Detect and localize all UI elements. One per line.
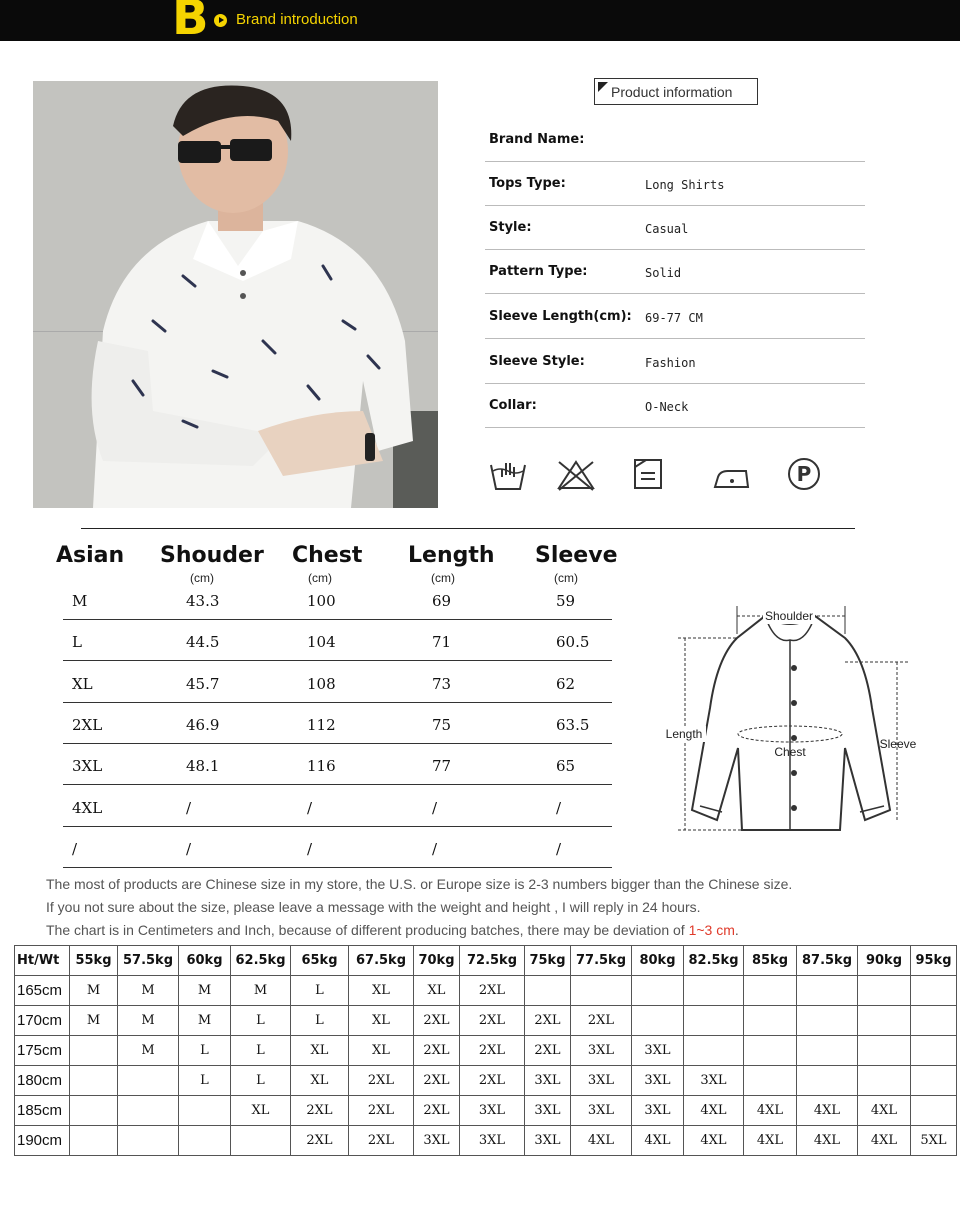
size-cell: 4XL: [797, 1126, 858, 1156]
size-cell: M: [118, 1006, 179, 1036]
size-cell: M: [179, 976, 231, 1006]
size-cell: M: [70, 976, 118, 1006]
size-cell: [858, 1006, 911, 1036]
size-value: 60.5: [556, 633, 590, 652]
size-cell: 2XL: [414, 1066, 460, 1096]
unit-label: (cm): [431, 571, 455, 585]
size-cell: 5XL: [911, 1126, 957, 1156]
info-key: Brand Name:: [489, 132, 585, 147]
size-cell: M: [231, 976, 291, 1006]
size-cell: L: [179, 1036, 231, 1066]
col-header-shoulder: Shouder: [160, 543, 264, 568]
col-header-chest: Chest: [292, 543, 363, 568]
size-cell: 4XL: [858, 1096, 911, 1126]
weight-header: 72.5kg: [460, 946, 525, 976]
product-photo: [33, 81, 438, 508]
size-cell: 4XL: [797, 1096, 858, 1126]
size-value: 73: [432, 674, 452, 693]
size-value: /: [556, 798, 562, 817]
info-value: 69-77 CM: [645, 311, 703, 325]
size-cell: M: [118, 976, 179, 1006]
size-value: 108: [307, 674, 336, 693]
unit-label: (cm): [190, 571, 214, 585]
size-row-divider: [63, 660, 612, 661]
size-cell: XL: [291, 1066, 349, 1096]
hand-wash-icon: [488, 457, 528, 493]
tumble-dry-icon: [630, 457, 670, 493]
shirt-measurement-diagram: [660, 598, 920, 848]
size-value: 63.5: [556, 715, 590, 734]
size-cell: [858, 976, 911, 1006]
size-value: 62: [556, 674, 576, 693]
size-row-divider: [63, 826, 612, 827]
info-value: O-Neck: [645, 400, 689, 414]
size-cell: 4XL: [684, 1096, 744, 1126]
weight-header: 57.5kg: [118, 946, 179, 976]
info-key: Tops Type:: [489, 176, 566, 191]
brand-title: Brand introduction: [236, 11, 358, 28]
note-line-1: The most of products are Chinese size in my store, the U.S. or Europe size is 2-3 numbers bigger than the Chinese size.: [46, 876, 793, 892]
info-key: Collar:: [489, 398, 537, 413]
size-cell: [744, 1066, 797, 1096]
size-cell: 3XL: [632, 1096, 684, 1126]
brand-letter: B: [172, 0, 209, 46]
svg-text:P: P: [796, 462, 812, 486]
height-label: 185cm: [15, 1096, 70, 1126]
size-cell: 3XL: [460, 1096, 525, 1126]
weight-header: 60kg: [179, 946, 231, 976]
diagram-label-chest: Chest: [774, 745, 806, 759]
weight-header: 87.5kg: [797, 946, 858, 976]
size-value: /: [186, 798, 192, 817]
section-divider: [81, 528, 855, 529]
play-icon: [214, 14, 227, 27]
table-row: [15, 1066, 957, 1096]
col-header-sleeve: Sleeve: [535, 543, 618, 568]
weight-header: 67.5kg: [349, 946, 414, 976]
size-cell: [571, 976, 632, 1006]
size-row-divider: [63, 702, 612, 703]
size-label: 4XL: [72, 798, 103, 817]
size-cell: 2XL: [349, 1126, 414, 1156]
height-label: 180cm: [15, 1066, 70, 1096]
size-cell: [179, 1096, 231, 1126]
size-value: /: [556, 839, 562, 858]
size-value: 43.3: [186, 592, 220, 610]
note-line-3: [46, 922, 739, 938]
note-line-3-text: The chart is in Centimeters and Inch, because of different producing batches, there may be deviation of: [46, 922, 689, 938]
size-value: /: [307, 798, 313, 817]
size-cell: M: [118, 1036, 179, 1066]
size-value: /: [186, 839, 192, 858]
size-cell: XL: [349, 976, 414, 1006]
size-value: /: [432, 798, 438, 817]
weight-header: 77.5kg: [571, 946, 632, 976]
height-label: 190cm: [15, 1126, 70, 1156]
size-cell: 3XL: [414, 1126, 460, 1156]
col-header-length: Length: [408, 543, 495, 568]
size-cell: 2XL: [571, 1006, 632, 1036]
size-cell: 2XL: [349, 1066, 414, 1096]
diagram-label-sleeve: Sleeve: [879, 737, 917, 751]
size-cell: 3XL: [632, 1066, 684, 1096]
unit-label: (cm): [308, 571, 332, 585]
table-row: [15, 1006, 957, 1036]
size-cell: [797, 1006, 858, 1036]
size-label: 2XL: [72, 715, 103, 734]
size-cell: L: [179, 1066, 231, 1096]
size-value: 71: [432, 633, 452, 652]
info-row-brand: [485, 118, 865, 162]
weight-header: 62.5kg: [231, 946, 291, 976]
do-not-bleach-icon: [556, 457, 596, 493]
brand-header: [0, 0, 960, 46]
size-value: /: [432, 839, 438, 858]
info-row-style: [485, 206, 865, 250]
size-cell: [858, 1066, 911, 1096]
size-cell: 2XL: [291, 1126, 349, 1156]
size-value: 44.5: [186, 633, 220, 652]
size-cell: 2XL: [291, 1096, 349, 1126]
size-cell: 3XL: [571, 1096, 632, 1126]
size-cell: 3XL: [525, 1066, 571, 1096]
size-cell: L: [231, 1066, 291, 1096]
size-cell: 2XL: [460, 1006, 525, 1036]
size-cell: [744, 976, 797, 1006]
weight-header: 70kg: [414, 946, 460, 976]
table-row: [15, 1126, 957, 1156]
size-cell: 2XL: [414, 1036, 460, 1066]
size-cell: XL: [231, 1096, 291, 1126]
info-value: Solid: [645, 266, 682, 280]
size-value: 45.7: [186, 674, 220, 693]
size-cell: M: [70, 1006, 118, 1036]
size-cell: 2XL: [414, 1006, 460, 1036]
size-cell: 4XL: [858, 1126, 911, 1156]
weight-header: 75kg: [525, 946, 571, 976]
height-label: 170cm: [15, 1006, 70, 1036]
size-cell: XL: [349, 1006, 414, 1036]
size-cell: 4XL: [744, 1126, 797, 1156]
size-cell: 4XL: [744, 1096, 797, 1126]
size-cell: [911, 976, 957, 1006]
size-cell: 3XL: [632, 1036, 684, 1066]
size-cell: [525, 976, 571, 1006]
info-value: Fashion: [645, 356, 696, 370]
diagram-label-length: Length: [665, 727, 703, 741]
info-value: Long Shirts: [645, 178, 725, 192]
size-cell: [797, 976, 858, 1006]
size-value: 48.1: [186, 757, 220, 776]
size-label: M: [72, 592, 88, 610]
size-value: 112: [307, 715, 336, 734]
info-row-sleeve-length: [485, 295, 865, 339]
info-row-pattern-type: [485, 250, 865, 294]
size-cell: [70, 1036, 118, 1066]
table-header-row: [15, 946, 957, 976]
height-label: 175cm: [15, 1036, 70, 1066]
info-key: Style:: [489, 220, 532, 235]
height-label: 165cm: [15, 976, 70, 1006]
size-cell: [632, 1006, 684, 1036]
size-cell: [231, 1126, 291, 1156]
size-cell: 3XL: [525, 1096, 571, 1126]
weight-header: 80kg: [632, 946, 684, 976]
size-cell: 3XL: [571, 1066, 632, 1096]
size-value: 116: [307, 757, 336, 776]
size-cell: L: [291, 976, 349, 1006]
size-cell: [911, 1096, 957, 1126]
size-value: 75: [432, 715, 452, 734]
model-illustration: [33, 81, 438, 508]
weight-header: 90kg: [858, 946, 911, 976]
col-header-asian: Asian: [56, 543, 125, 568]
info-row-sleeve-style: [485, 340, 865, 384]
unit-label: (cm): [554, 571, 578, 585]
size-row-divider: [63, 784, 612, 785]
size-cell: [70, 1096, 118, 1126]
size-cell: [797, 1066, 858, 1096]
size-value: 46.9: [186, 715, 220, 734]
size-label: L: [72, 633, 82, 652]
size-cell: 3XL: [684, 1066, 744, 1096]
size-cell: 4XL: [632, 1126, 684, 1156]
size-cell: 2XL: [460, 976, 525, 1006]
height-weight-table: [14, 945, 957, 1156]
size-cell: [118, 1126, 179, 1156]
info-key: Sleeve Style:: [489, 354, 585, 369]
note-line-3-end: .: [734, 922, 739, 938]
size-cell: 2XL: [460, 1066, 525, 1096]
weight-header: 95kg: [911, 946, 957, 976]
size-cell: [118, 1066, 179, 1096]
size-cell: 4XL: [571, 1126, 632, 1156]
size-cell: M: [179, 1006, 231, 1036]
info-row-collar: [485, 384, 865, 428]
size-cell: [911, 1066, 957, 1096]
size-value: 104: [307, 633, 336, 652]
size-cell: [684, 1006, 744, 1036]
size-value: /: [307, 839, 313, 858]
size-cell: 2XL: [414, 1096, 460, 1126]
info-key: Pattern Type:: [489, 264, 588, 279]
size-cell: [797, 1036, 858, 1066]
table-row: [15, 1036, 957, 1066]
weight-header: 85kg: [744, 946, 797, 976]
size-cell: [684, 976, 744, 1006]
size-cell: [744, 1036, 797, 1066]
size-cell: [70, 1066, 118, 1096]
info-value: Casual: [645, 222, 689, 236]
size-cell: [179, 1126, 231, 1156]
size-cell: 2XL: [525, 1036, 571, 1066]
size-cell: [118, 1096, 179, 1126]
size-label: XL: [72, 674, 93, 693]
size-row-divider: [63, 619, 612, 620]
table-corner-label: Ht/Wt: [15, 946, 70, 976]
size-value: 100: [307, 592, 336, 610]
info-row-tops-type: [485, 162, 865, 206]
product-info-title: Product information: [611, 84, 733, 100]
size-cell: 2XL: [525, 1006, 571, 1036]
product-info-title-box: [594, 78, 758, 105]
size-cell: 2XL: [460, 1036, 525, 1066]
table-row: [15, 1096, 957, 1126]
size-cell: [744, 1006, 797, 1036]
size-cell: [684, 1036, 744, 1066]
size-label: 3XL: [72, 757, 103, 776]
weight-header: 65kg: [291, 946, 349, 976]
size-cell: L: [231, 1006, 291, 1036]
info-key: Sleeve Length(cm):: [489, 309, 632, 324]
table-row: [15, 976, 957, 1006]
size-cell: 2XL: [349, 1096, 414, 1126]
note-line-2: If you not sure about the size, please leave a message with the weight and height , I will reply in 24 hours.: [46, 899, 701, 915]
size-value: 77: [432, 757, 452, 776]
weight-header: 82.5kg: [684, 946, 744, 976]
weight-header: 55kg: [70, 946, 118, 976]
diagram-label-shoulder: Shoulder: [764, 609, 814, 623]
size-row-divider: [63, 743, 612, 744]
dry-clean-p-icon: [784, 457, 824, 493]
size-label: /: [72, 839, 78, 858]
size-cell: [632, 976, 684, 1006]
size-cell: 3XL: [460, 1126, 525, 1156]
size-row-divider: [63, 867, 612, 868]
corner-mark-icon: [598, 82, 608, 92]
size-cell: XL: [414, 976, 460, 1006]
size-value: 65: [556, 757, 576, 776]
size-cell: [70, 1126, 118, 1156]
size-cell: [911, 1006, 957, 1036]
size-cell: L: [231, 1036, 291, 1066]
deviation-value: 1~3 cm: [688, 922, 735, 938]
size-cell: [858, 1036, 911, 1066]
size-cell: XL: [349, 1036, 414, 1066]
size-cell: 4XL: [684, 1126, 744, 1156]
size-value: 69: [432, 592, 452, 610]
size-value: 59: [556, 592, 576, 610]
size-cell: L: [291, 1006, 349, 1036]
size-cell: 3XL: [571, 1036, 632, 1066]
size-cell: XL: [291, 1036, 349, 1066]
size-cell: [911, 1036, 957, 1066]
size-cell: 3XL: [525, 1126, 571, 1156]
iron-icon: [712, 457, 752, 493]
